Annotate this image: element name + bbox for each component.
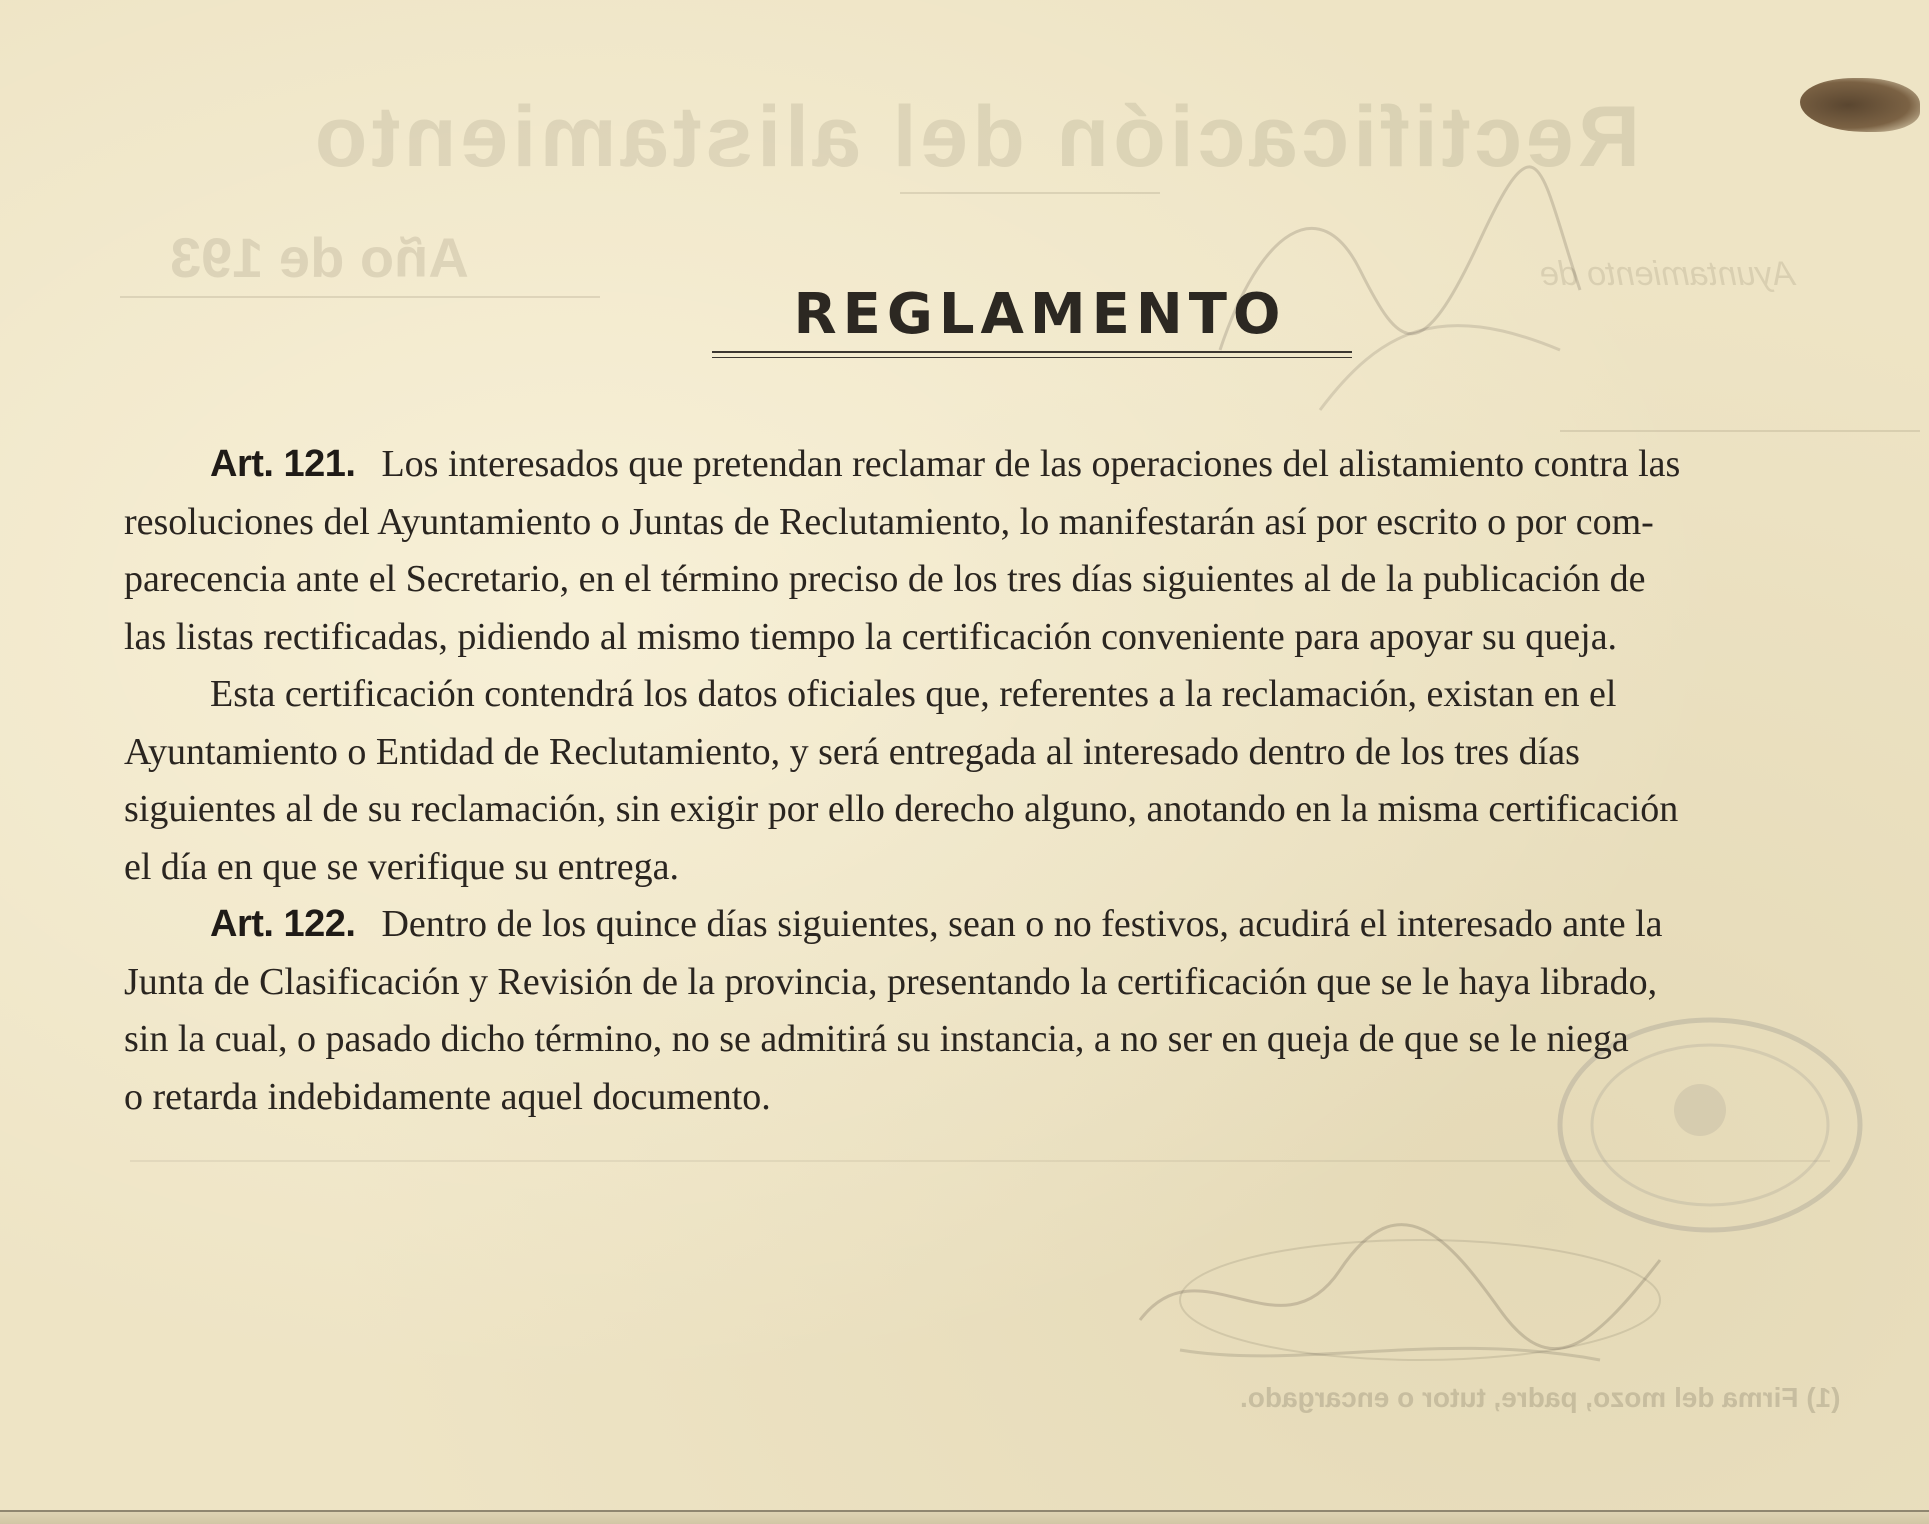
- article-121-line-1: [124, 436, 1929, 494]
- reverse-title-divider: [900, 192, 1160, 194]
- article-121-paragraph-2-line-3: siguientes al de su reclamación, sin exigir por ello derecho alguno, anotando en la misma certificación: [124, 788, 1679, 830]
- regulation-text: [124, 436, 1929, 1126]
- article-122-label: Art. 122.: [210, 903, 356, 945]
- reverse-side-ayuntamiento: Ayuntamiento de: [1540, 255, 1795, 293]
- title-underline-1: [712, 351, 1352, 353]
- reverse-side-footer-note: (1) Firma del mozo, padre, tutor o encargado.: [1240, 1382, 1841, 1413]
- reverse-ruled-line: [130, 1160, 1830, 1162]
- title-underline-2: [712, 357, 1352, 358]
- ink-stain: [1800, 78, 1920, 132]
- article-122-text: Dentro de los quince días siguientes, sean o no festivos, acudirá el interesado ante la: [381, 903, 1663, 945]
- reverse-side-year: Año de 193: [170, 226, 469, 289]
- article-121-paragraph-2-line-4: el día en que se verifique su entrega.: [124, 845, 679, 888]
- reverse-year-underline: [120, 296, 600, 298]
- article-121-text: Los interesados que pretendan reclamar de las operaciones del alistamiento contra las: [381, 443, 1681, 485]
- article-121-paragraph-2-line-2: Ayuntamiento o Entidad de Reclutamiento, y será entregada al interesado dentro de los tres días: [124, 730, 1580, 773]
- article-122-line-3: sin la cual, o pasado dicho término, no se admitirá su instancia, a no ser en queja de que se le niega: [124, 1018, 1629, 1060]
- reverse-ruled-line: [1560, 430, 1920, 432]
- reverse-side-title: Rectificación del alistamiento: [310, 89, 1640, 185]
- article-121-line-2: resoluciones del Ayuntamiento o Juntas de Reclutamiento, lo manifestarán así por escrito o por com-: [124, 500, 1654, 543]
- signature-bleed: [1120, 1200, 1680, 1380]
- article-121-label: Art. 121.: [210, 443, 356, 485]
- article-122-line-2: Junta de Clasificación y Revisión de la provincia, presentando la certificación que se le haya librado,: [124, 960, 1658, 1003]
- article-122-line-4: o retarda indebidamente aquel documento.: [124, 1075, 771, 1118]
- article-121-paragraph-2-line-1: Esta certificación contendrá los datos oficiales que, referentes a la reclamación, existan en el: [210, 673, 1617, 715]
- article-121-line-4: las listas rectificadas, pidiendo al mismo tiempo la certificación conveniente para apoyar su queja.: [124, 615, 1618, 658]
- page-bottom-edge: [0, 1510, 1929, 1524]
- page-title: REGLAMENTO: [793, 282, 1287, 347]
- article-122-line-1: [124, 896, 1929, 954]
- article-121-line-3: parecencia ante el Secretario, en el término preciso de los tres días siguientes al de la publicación de: [124, 558, 1646, 600]
